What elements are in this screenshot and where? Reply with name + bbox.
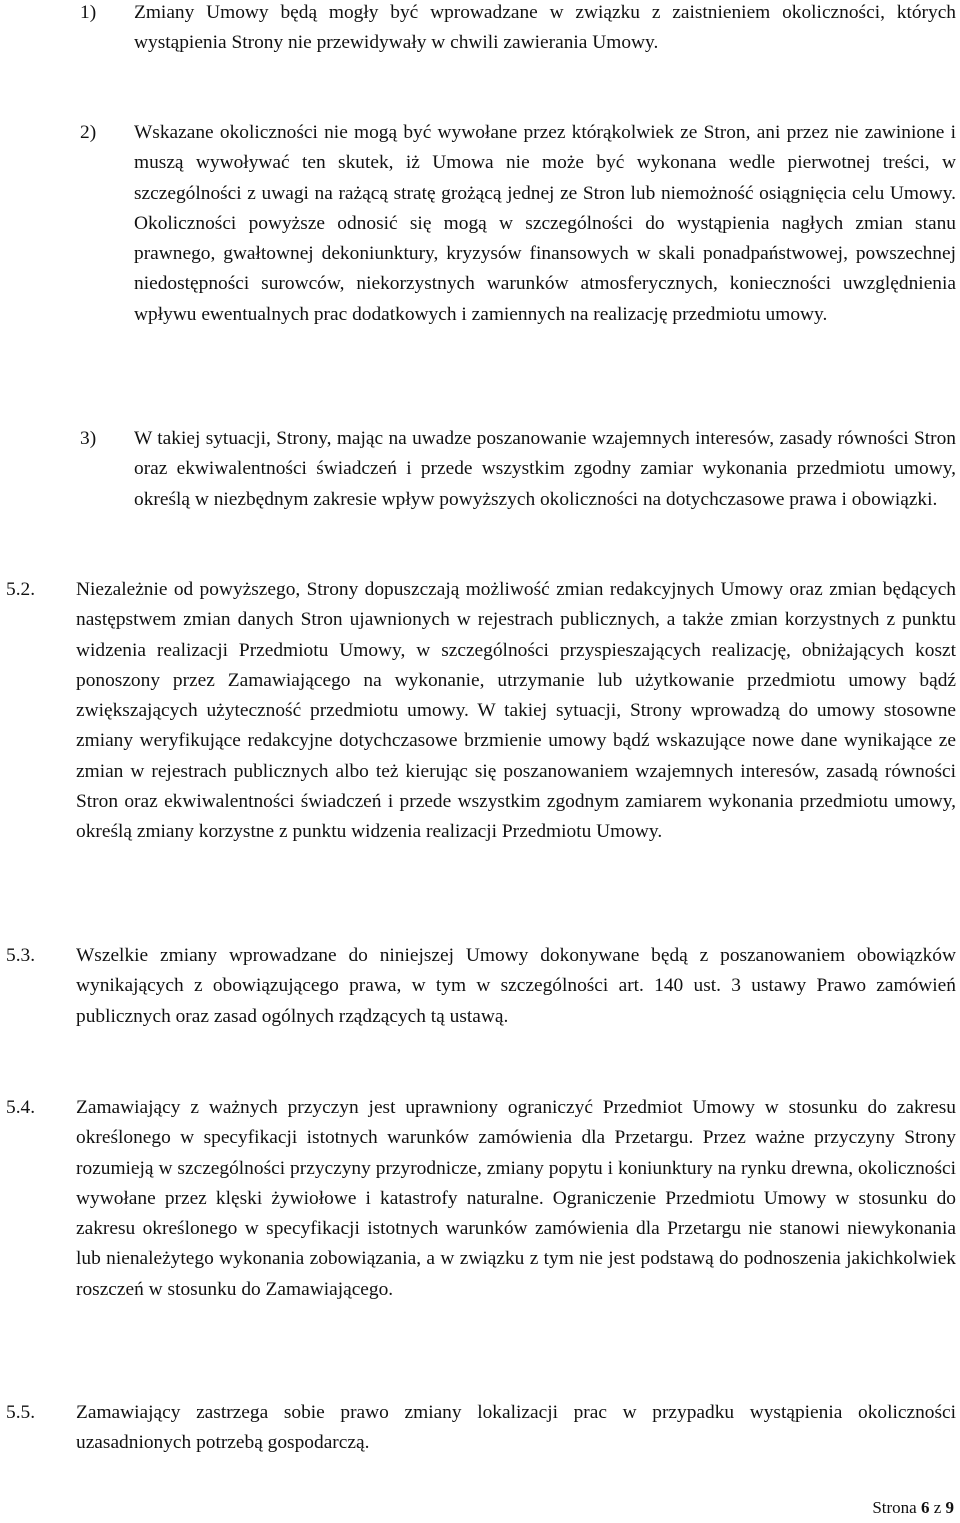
section-text: Zamawiający zastrzega sobie prawo zmiany lokalizacji prac w przypadku wystąpienia okoliczności uzasadnionych potrzebą gospodarczą. [76, 1402, 956, 1454]
point-text: Wskazane okoliczności nie mogą być wywołane przez którąkolwiek ze Stron, ani przez nie zawinione i muszą wywoływać ten skutek, iż Umowa nie może być wykonana wedle pierwotnej treści, w szczególności z uwagi na rażącą stratę grożącą jednej ze Stron lub niemożność osiągnięcia celu Umowy. Okoliczności powyższe odnosić się mogą w szczególności do wystąpienia nagłych zmian stanu prawnego, gwałtownej dekoniunktury, kryzysów finansowych w skali ponadpaństwowej, powszechnej niedostępności surowców, niekorzystnych warunków atmosferycznych, konieczności uwzględnienia wpływu ewentualnych prac dodatkowych i zamiennych na realizację przedmiotu umowy. [134, 122, 956, 325]
section-number: 5.4. [6, 1097, 36, 1118]
page-separator: z [933, 1498, 942, 1517]
point-number: 1) [80, 2, 97, 23]
point-text: Zmiany Umowy będą mogły być wprowadzane w związku z zaistnieniem okoliczności, których wystąpienia Strony nie przewidywały w chwili zawierania Umowy. [134, 2, 956, 54]
page-total: 9 [945, 1498, 954, 1517]
page-counter [872, 1497, 954, 1519]
section-number: 5.2. [6, 579, 36, 600]
page-current: 6 [920, 1498, 930, 1517]
page-label: Strona [872, 1498, 917, 1517]
point-number: 3) [80, 428, 97, 449]
point-text: W takiej sytuacji, Strony, mając na uwadze poszanowanie wzajemnych interesów, zasady równości Stron oraz ekwiwalentności świadczeń i przede wszystkim zgodny zamiar wykonania przedmiotu umowy, określą w niezbędnym zakresie wpływ powyższych okoliczności na dotychczasowe prawa i obowiązki. [134, 428, 956, 510]
section-number: 5.5. [6, 1402, 36, 1423]
section-text: Wszelkie zmiany wprowadzane do niniejszej Umowy dokonywane będą z poszanowaniem obowiązków wynikających z obowiązującego prawa, w tym w szczególności art. 140 ust. 3 ustawy Prawo zamówień publicznych oraz zasad ogólnych rządzących tą ustawą. [76, 945, 956, 1027]
section-number: 5.3. [6, 945, 36, 966]
section-text: Niezależnie od powyższego, Strony dopuszczają możliwość zmian redakcyjnych Umowy oraz zmian będących następstwem zmian danych Stron ujawnionych w rejestrach publicznych, a także zmian korzystnych z punktu widzenia realizacji Przedmiotu Umowy, w szczególności przyspieszających realizację, obniżających koszt ponoszony przez Zamawiającego na wykonanie, utrzymanie lub użytkowanie przedmiotu umowy bądź zwiększających użyteczność przedmiotu umowy. W takiej sytuacji, Strony wprowadzą do umowy stosowne zmiany weryfikujące redakcyjne dotychczasowe brzmienie umowy bądź wskazujące nowe dane wynikające ze zmian w rejestrach publicznych albo też kierując się poszanowaniem wzajemnych interesów, zasadą równości Stron oraz ekwiwalentności świadczeń i przede wszystkim zgodnym zamiarem wykonania przedmiotu umowy, określą zmiany korzystne z punktu widzenia realizacji Przedmiotu Umowy. [76, 579, 956, 843]
point-number: 2) [80, 122, 97, 143]
section-text: Zamawiający z ważnych przyczyn jest uprawniony ograniczyć Przedmiot Umowy w stosunku do zakresu określonego w specyfikacji istotnych warunków zamówienia dla Przetargu. Przez ważne przyczyny Strony rozumieją w szczególności przyczyny przyrodnicze, zmiany popytu i koniunktury na rynku drewna, okoliczności wywołane przez klęski żywiołowe i katastrofy naturalne. Ograniczenie Przedmiotu Umowy w stosunku do zakresu określonego w specyfikacji istotnych warunków zamówienia dla Przetargu nie stanowi niewykonania lub nienależytego wykonania zobowiązania, a w związku z tym nie jest podstawą do podnoszenia jakichkolwiek roszczeń w stosunku do Zamawiającego. [76, 1097, 956, 1300]
